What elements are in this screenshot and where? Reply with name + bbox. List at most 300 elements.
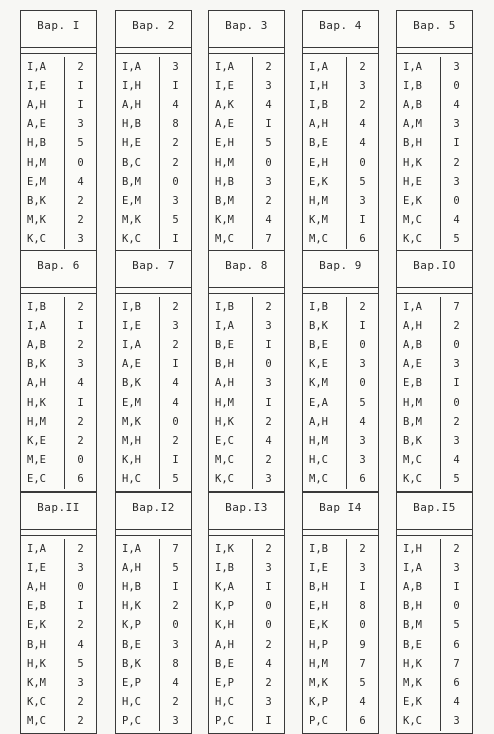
edge-weight: 6 (77, 473, 84, 486)
edge-weight: 3 (359, 561, 366, 574)
edge-row (209, 191, 284, 210)
edge-row (209, 115, 284, 134)
edge-pair: M,E (21, 451, 65, 470)
edge-weight: 5 (172, 473, 179, 486)
edge-row (303, 316, 378, 335)
edge-pair: A,E (397, 355, 441, 374)
edge-weight: 4 (453, 214, 460, 227)
edge-pair: I,B (21, 297, 65, 316)
edge-row (209, 134, 284, 153)
edge-row (209, 616, 284, 635)
edge-weight: 8 (172, 657, 179, 670)
edge-pair: K,E (303, 355, 347, 374)
edge-row (116, 577, 191, 596)
edge-row (303, 577, 378, 596)
edge-row (303, 191, 378, 210)
edge-row (397, 95, 472, 114)
edge-weight: 5 (172, 561, 179, 574)
edge-weight: 0 (77, 156, 84, 169)
edge-weight: I (77, 98, 84, 111)
edge-weight: 2 (172, 300, 179, 313)
edge-weight: I (359, 214, 366, 227)
edge-pair: B,H (209, 355, 253, 374)
edge-row (303, 673, 378, 692)
edge-weight: 3 (453, 60, 460, 73)
edge-pair: K,M (303, 374, 347, 393)
edge-pair: H,B (116, 577, 160, 596)
edge-row (209, 412, 284, 431)
edge-weight: 2 (77, 415, 84, 428)
variant-card (20, 492, 97, 734)
edge-row (303, 211, 378, 230)
edge-row (303, 134, 378, 153)
variant-card (20, 10, 97, 252)
edge-weight: 3 (265, 319, 272, 332)
edge-weight: I (265, 580, 272, 593)
edge-row (21, 335, 96, 354)
edge-weight: 3 (359, 79, 366, 92)
edge-row (21, 597, 96, 616)
edge-pair: A,H (397, 316, 441, 335)
variant-card (302, 250, 379, 492)
edge-weight: 0 (172, 619, 179, 632)
edge-weight: 0 (265, 358, 272, 371)
edge-weight: 0 (172, 415, 179, 428)
edge-weight: 0 (359, 338, 366, 351)
edge-row (209, 76, 284, 95)
edge-row (209, 558, 284, 577)
edge-weight: 3 (172, 194, 179, 207)
edge-weight: 2 (77, 300, 84, 313)
edge-row (116, 335, 191, 354)
edge-weight: 3 (453, 715, 460, 728)
edge-row (397, 693, 472, 712)
edge-weight: 3 (265, 696, 272, 709)
edge-pair: E,M (116, 393, 160, 412)
edge-weight: 2 (172, 156, 179, 169)
edge-pair: B,K (397, 431, 441, 450)
edge-pair: M,H (116, 431, 160, 450)
edge-weight: 3 (265, 377, 272, 390)
edge-pair: I,E (303, 558, 347, 577)
edge-row (21, 153, 96, 172)
edge-row (209, 470, 284, 489)
edge-pair: A,M (397, 115, 441, 134)
edge-weight: 2 (77, 338, 84, 351)
edge-weight: 0 (453, 194, 460, 207)
edge-pair: E,K (397, 191, 441, 210)
edge-weight: 4 (359, 137, 366, 150)
edge-pair: A,H (21, 374, 65, 393)
edge-row (21, 355, 96, 374)
edge-weight: 3 (265, 561, 272, 574)
edge-weight: 4 (359, 118, 366, 131)
edge-pair: I,B (209, 297, 253, 316)
edge-row (209, 211, 284, 230)
edge-weight: 2 (77, 715, 84, 728)
edge-pair: I,E (21, 558, 65, 577)
edge-pair: H,B (116, 115, 160, 134)
edge-pair: H,E (397, 172, 441, 191)
edge-pair: B,C (116, 153, 160, 172)
edge-row (21, 230, 96, 249)
edge-row (209, 374, 284, 393)
edge-weight: 4 (265, 214, 272, 227)
edge-row (303, 172, 378, 191)
edge-row (116, 393, 191, 412)
edge-weight: 0 (359, 619, 366, 632)
edge-row (21, 134, 96, 153)
edge-row (116, 230, 191, 249)
edge-weight: 3 (77, 118, 84, 131)
edge-row (209, 654, 284, 673)
edge-pair: M,K (116, 211, 160, 230)
edge-row (116, 95, 191, 114)
edge-weight: 4 (77, 175, 84, 188)
edge-pair: K,P (303, 693, 347, 712)
edge-weight: 2 (77, 434, 84, 447)
edge-weight: I (172, 79, 179, 92)
edge-weight: 3 (359, 454, 366, 467)
edge-row (397, 393, 472, 412)
edge-weight: 5 (453, 619, 460, 632)
edge-pair: H,K (116, 597, 160, 616)
edge-row (116, 211, 191, 230)
edge-row (21, 539, 96, 558)
variant-title: Вар. 2 (116, 11, 191, 48)
edge-pair: H,C (209, 693, 253, 712)
edge-row (303, 539, 378, 558)
edge-row (397, 673, 472, 692)
edge-row (303, 712, 378, 731)
edge-pair: E,K (397, 693, 441, 712)
edge-row (397, 654, 472, 673)
edge-pair: A,E (116, 355, 160, 374)
variant-card (208, 492, 285, 734)
edge-row (116, 115, 191, 134)
edge-row (21, 374, 96, 393)
edge-pair: H,P (303, 635, 347, 654)
edge-row (397, 297, 472, 316)
edge-row (303, 153, 378, 172)
edge-weight: 2 (172, 338, 179, 351)
edge-weight: 2 (265, 676, 272, 689)
edge-weight: 3 (359, 358, 366, 371)
edge-weight: 3 (265, 79, 272, 92)
edge-pair: B,K (116, 654, 160, 673)
edge-pair: B,K (21, 355, 65, 374)
edge-row (303, 635, 378, 654)
edge-pair: A,E (209, 115, 253, 134)
edge-pair: E,H (303, 597, 347, 616)
edge-weight: 0 (77, 454, 84, 467)
edge-row (209, 297, 284, 316)
edge-pair: E,A (303, 393, 347, 412)
edge-weight: 2 (359, 98, 366, 111)
edge-weight: 2 (265, 415, 272, 428)
edge-row (21, 693, 96, 712)
edge-pair: I,A (116, 335, 160, 354)
edge-pair: I,E (21, 76, 65, 95)
edge-weight: I (172, 580, 179, 593)
edge-weight: 3 (172, 319, 179, 332)
edge-row (116, 355, 191, 374)
edge-pair: A,B (21, 335, 65, 354)
edge-weight: 4 (453, 454, 460, 467)
edge-row (209, 673, 284, 692)
edge-weight: I (172, 233, 179, 246)
edge-weight: 3 (77, 233, 84, 246)
edge-weight: 2 (453, 156, 460, 169)
edge-row (397, 597, 472, 616)
edge-row (303, 374, 378, 393)
edge-row (303, 412, 378, 431)
variant-title: Вар.IO (397, 251, 472, 288)
edge-pair: H,B (209, 172, 253, 191)
edge-row (116, 374, 191, 393)
variant-title: Вар. 9 (303, 251, 378, 288)
edge-weight: 3 (453, 175, 460, 188)
edge-pair: A,B (397, 95, 441, 114)
edge-row (397, 172, 472, 191)
variant-title: Вар.I5 (397, 493, 472, 530)
edge-row (303, 558, 378, 577)
edge-pair: E,B (21, 597, 65, 616)
edge-pair: I,A (209, 57, 253, 76)
edge-table (209, 54, 284, 251)
edge-weight: 4 (172, 396, 179, 409)
edge-row (209, 172, 284, 191)
edge-weight: I (265, 118, 272, 131)
edge-row (397, 616, 472, 635)
edge-weight: 3 (453, 118, 460, 131)
edge-weight: 0 (453, 600, 460, 613)
edge-pair: H,K (21, 393, 65, 412)
edge-pair: I,A (21, 57, 65, 76)
variant-card (302, 492, 379, 734)
edge-table (209, 536, 284, 733)
edge-pair: P,C (303, 712, 347, 731)
edge-row (303, 297, 378, 316)
edge-row (21, 297, 96, 316)
edge-pair: H,M (303, 654, 347, 673)
edge-pair: H,M (209, 393, 253, 412)
edge-weight: I (453, 580, 460, 593)
edge-row (21, 558, 96, 577)
edge-weight: 4 (453, 98, 460, 111)
edge-row (116, 297, 191, 316)
edge-pair: M,C (303, 230, 347, 249)
edge-row (209, 393, 284, 412)
edge-pair: B,K (303, 316, 347, 335)
edge-pair: B,H (303, 577, 347, 596)
edge-pair: I,B (116, 297, 160, 316)
edge-table (303, 294, 378, 491)
edge-pair: A,E (21, 115, 65, 134)
edge-pair: K,C (21, 230, 65, 249)
edge-table (397, 54, 472, 251)
edge-weight: 2 (172, 696, 179, 709)
edge-pair: H,K (21, 654, 65, 673)
variant-card (396, 10, 473, 252)
edge-pair: E,M (21, 172, 65, 191)
edge-weight: 2 (265, 638, 272, 651)
edge-row (21, 57, 96, 76)
edge-pair: I,B (209, 558, 253, 577)
edge-row (397, 635, 472, 654)
edge-weight: 3 (77, 676, 84, 689)
edge-table (116, 294, 191, 491)
edge-weight: 2 (77, 696, 84, 709)
edge-pair: E,H (209, 134, 253, 153)
edge-row (209, 57, 284, 76)
edge-pair: I,A (116, 539, 160, 558)
edge-pair: K,H (116, 451, 160, 470)
edge-pair: B,E (209, 654, 253, 673)
edge-weight: 4 (172, 377, 179, 390)
edge-pair: K,C (116, 230, 160, 249)
edge-row (397, 57, 472, 76)
edge-weight: 6 (453, 638, 460, 651)
edge-weight: I (453, 377, 460, 390)
edge-pair: M,K (116, 412, 160, 431)
edge-row (303, 470, 378, 489)
edge-pair: A,B (397, 577, 441, 596)
edge-row (116, 539, 191, 558)
edge-pair: A,H (209, 374, 253, 393)
edge-weight: 5 (359, 396, 366, 409)
edge-table (21, 54, 96, 251)
variant-title: Вар.I3 (209, 493, 284, 530)
edge-pair: K,E (21, 431, 65, 450)
edge-weight: 0 (453, 79, 460, 92)
edge-row (21, 393, 96, 412)
edge-pair: M,K (21, 211, 65, 230)
edge-pair: B,E (303, 134, 347, 153)
edge-weight: 0 (359, 156, 366, 169)
edge-pair: E,K (21, 616, 65, 635)
edge-weight: I (265, 338, 272, 351)
edge-weight: 5 (453, 233, 460, 246)
edge-weight: 2 (359, 60, 366, 73)
edge-pair: A,H (209, 635, 253, 654)
edge-weight: I (265, 396, 272, 409)
edge-row (397, 211, 472, 230)
edge-pair: A,H (116, 95, 160, 114)
edge-pair: K,A (209, 577, 253, 596)
edge-pair: K,H (209, 616, 253, 635)
edge-pair: P,C (209, 712, 253, 731)
edge-weight: 3 (453, 434, 460, 447)
edge-weight: 2 (359, 300, 366, 313)
edge-weight: 2 (172, 600, 179, 613)
edge-table (116, 536, 191, 733)
edge-row (21, 654, 96, 673)
edge-row (397, 451, 472, 470)
edge-pair: M,C (209, 230, 253, 249)
edge-pair: K,M (209, 211, 253, 230)
edge-row (303, 451, 378, 470)
edge-weight: 6 (453, 676, 460, 689)
edge-pair: E,P (209, 673, 253, 692)
variant-title: Вар. 3 (209, 11, 284, 48)
edge-weight: 0 (172, 175, 179, 188)
edge-pair: I,A (397, 297, 441, 316)
edge-row (303, 355, 378, 374)
edge-row (21, 712, 96, 731)
edge-row (21, 673, 96, 692)
edge-row (303, 95, 378, 114)
edge-weight: I (77, 319, 84, 332)
edge-pair: K,C (209, 470, 253, 489)
edge-weight: I (453, 137, 460, 150)
edge-row (209, 230, 284, 249)
edge-row (209, 635, 284, 654)
edge-weight: 2 (453, 415, 460, 428)
edge-row (21, 412, 96, 431)
edge-row (397, 712, 472, 731)
edge-pair: M,C (397, 451, 441, 470)
variant-title: Вар. 5 (397, 11, 472, 48)
edge-row (397, 191, 472, 210)
edge-weight: 5 (77, 657, 84, 670)
edge-pair: B,M (116, 172, 160, 191)
edge-row (116, 558, 191, 577)
edge-pair: B,E (209, 335, 253, 354)
edge-weight: 4 (453, 696, 460, 709)
edge-row (303, 335, 378, 354)
edge-weight: I (77, 79, 84, 92)
variant-title: Вар. 7 (116, 251, 191, 288)
edge-weight: 9 (359, 638, 366, 651)
edge-pair: I,A (21, 539, 65, 558)
edge-row (116, 412, 191, 431)
edge-pair: H,M (209, 153, 253, 172)
edge-row (21, 95, 96, 114)
edge-pair: M,C (21, 712, 65, 731)
edge-weight: 2 (265, 300, 272, 313)
variant-title: Вар I4 (303, 493, 378, 530)
edge-row (116, 431, 191, 450)
edge-weight: 6 (359, 233, 366, 246)
edge-pair: A,H (21, 577, 65, 596)
edge-weight: 4 (359, 696, 366, 709)
edge-row (209, 335, 284, 354)
edge-row (397, 335, 472, 354)
edge-pair: H,M (303, 191, 347, 210)
edge-weight: I (172, 358, 179, 371)
edge-row (397, 153, 472, 172)
edge-weight: 0 (265, 156, 272, 169)
edge-pair: M,C (397, 211, 441, 230)
edge-weight: 3 (265, 473, 272, 486)
edge-weight: 2 (265, 542, 272, 555)
variant-title: Вар.II (21, 493, 96, 530)
edge-weight: 5 (359, 175, 366, 188)
edge-row (397, 134, 472, 153)
edge-pair: K,P (116, 616, 160, 635)
edge-row (116, 673, 191, 692)
variant-title: Вар. 8 (209, 251, 284, 288)
edge-row (116, 57, 191, 76)
edge-pair: B,M (397, 412, 441, 431)
edge-pair: A,H (116, 558, 160, 577)
edge-pair: E,K (303, 616, 347, 635)
edge-weight: 4 (265, 434, 272, 447)
edge-weight: 4 (172, 676, 179, 689)
edge-row (21, 316, 96, 335)
edge-weight: 5 (359, 676, 366, 689)
